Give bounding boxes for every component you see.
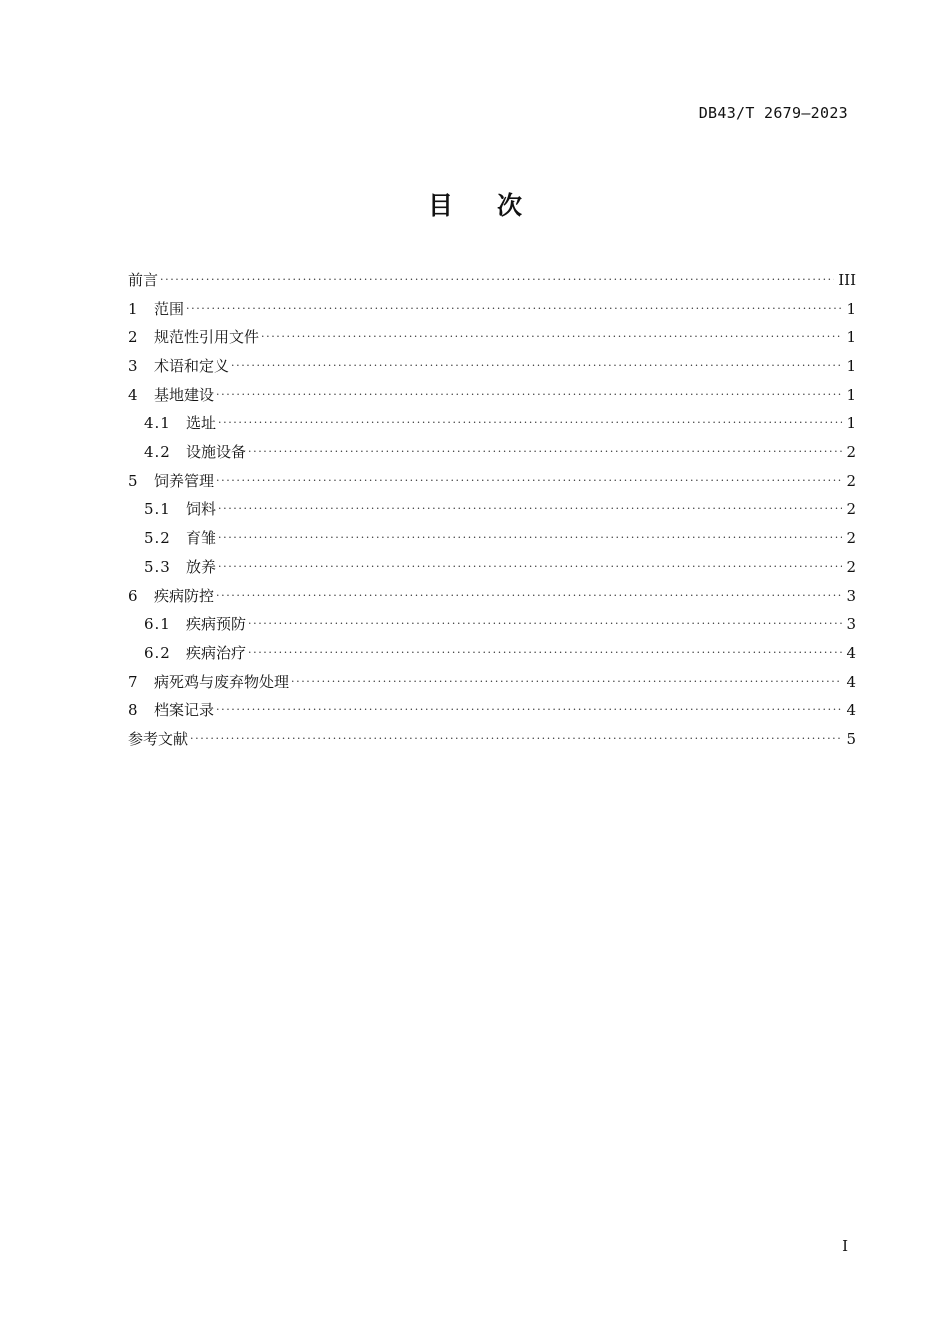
toc-entry[interactable] <box>128 323 856 352</box>
toc-entry-label: 疾病防控 <box>154 586 215 605</box>
toc-entry-page: 1 <box>846 414 856 433</box>
toc-entry[interactable] <box>128 582 856 611</box>
toc-entry-number: 6 <box>128 586 138 605</box>
toc-entry-number: 6.2 <box>144 643 171 662</box>
toc-leader-dots <box>216 467 842 496</box>
toc-entry-page: 5 <box>846 729 856 748</box>
toc-entry-page: 2 <box>846 529 856 548</box>
toc-entry-label: 范围 <box>154 299 185 318</box>
toc-entry-label: 病死鸡与废弃物处理 <box>154 672 290 691</box>
toc-entry-number: 1 <box>128 299 138 318</box>
page-title-part1: 目 <box>427 191 453 220</box>
toc-entry-page: 3 <box>846 615 856 634</box>
toc-entry-page: 3 <box>846 586 856 605</box>
toc-entry[interactable] <box>128 668 856 697</box>
toc-entry[interactable] <box>128 295 856 324</box>
toc-entry[interactable] <box>128 610 856 639</box>
toc-entry-page: 2 <box>846 471 856 490</box>
toc-entry[interactable] <box>128 696 856 725</box>
toc-entry-label: 设施设备 <box>186 443 247 462</box>
toc-entry-page: 1 <box>846 328 856 347</box>
toc-leader-dots <box>186 295 842 324</box>
toc-entry[interactable] <box>128 409 856 438</box>
toc-entry[interactable] <box>128 352 856 381</box>
toc-entry-label: 基地建设 <box>154 385 215 404</box>
toc-entry-label: 档案记录 <box>154 701 215 720</box>
document-code: DB43/T 2679—2023 <box>698 104 848 122</box>
toc-entry-page: 1 <box>846 299 856 318</box>
page-title <box>0 186 950 222</box>
toc-entry[interactable] <box>128 266 856 295</box>
toc-entry-label: 饲养管理 <box>154 471 215 490</box>
table-of-contents <box>128 266 856 754</box>
toc-leader-dots <box>218 496 842 525</box>
toc-entry-number: 3 <box>128 357 138 376</box>
page-title-part2: 次 <box>497 191 523 220</box>
toc-entry[interactable] <box>128 639 856 668</box>
toc-entry[interactable] <box>128 496 856 525</box>
toc-entry-page: 1 <box>846 385 856 404</box>
toc-leader-dots <box>216 582 842 611</box>
toc-entry-label: 术语和定义 <box>154 357 230 376</box>
toc-entry[interactable] <box>128 467 856 496</box>
toc-entry-page: 2 <box>846 443 856 462</box>
toc-entry-page: 2 <box>846 500 856 519</box>
toc-entry[interactable] <box>128 725 856 754</box>
toc-entry-label: 饲料 <box>186 500 217 519</box>
toc-entry-number: 5.1 <box>144 500 171 519</box>
toc-leader-dots <box>160 266 834 295</box>
toc-leader-dots <box>218 553 842 582</box>
toc-entry-page: 4 <box>846 672 856 691</box>
toc-entry-page: III <box>838 270 856 289</box>
toc-leader-dots <box>291 668 842 697</box>
toc-entry-number: 4 <box>128 385 138 404</box>
toc-entry-label: 规范性引用文件 <box>154 328 260 347</box>
toc-entry-page: 4 <box>846 643 856 662</box>
toc-leader-dots <box>248 438 842 467</box>
toc-entry-label: 选址 <box>186 414 217 433</box>
toc-entry-label: 疾病治疗 <box>186 643 247 662</box>
toc-leader-dots <box>216 696 842 725</box>
toc-leader-dots <box>261 323 842 352</box>
toc-entry-number: 4.1 <box>144 414 171 433</box>
page-number: I <box>842 1237 848 1255</box>
toc-entry-label: 前言 <box>128 270 159 289</box>
toc-entry-label: 育雏 <box>186 529 217 548</box>
toc-leader-dots <box>248 639 842 668</box>
toc-entry-number: 4.2 <box>144 443 171 462</box>
toc-entry[interactable] <box>128 524 856 553</box>
toc-leader-dots <box>216 381 842 410</box>
toc-entry-label: 放养 <box>186 557 217 576</box>
toc-entry-label: 疾病预防 <box>186 615 247 634</box>
toc-entry-page: 1 <box>846 357 856 376</box>
toc-entry[interactable] <box>128 438 856 467</box>
toc-leader-dots <box>218 524 842 553</box>
toc-entry[interactable] <box>128 553 856 582</box>
toc-entry-page: 4 <box>846 701 856 720</box>
toc-leader-dots <box>218 409 842 438</box>
toc-entry-number: 5.3 <box>144 557 171 576</box>
toc-entry-number: 7 <box>128 672 138 691</box>
toc-entry[interactable] <box>128 381 856 410</box>
toc-leader-dots <box>248 610 842 639</box>
toc-entry-label: 参考文献 <box>128 729 189 748</box>
toc-entry-number: 5 <box>128 471 138 490</box>
toc-entry-number: 2 <box>128 328 138 347</box>
toc-leader-dots <box>190 725 842 754</box>
toc-entry-number: 8 <box>128 701 138 720</box>
toc-entry-page: 2 <box>846 557 856 576</box>
toc-entry-number: 6.1 <box>144 615 171 634</box>
toc-leader-dots <box>231 352 842 381</box>
toc-entry-number: 5.2 <box>144 529 171 548</box>
